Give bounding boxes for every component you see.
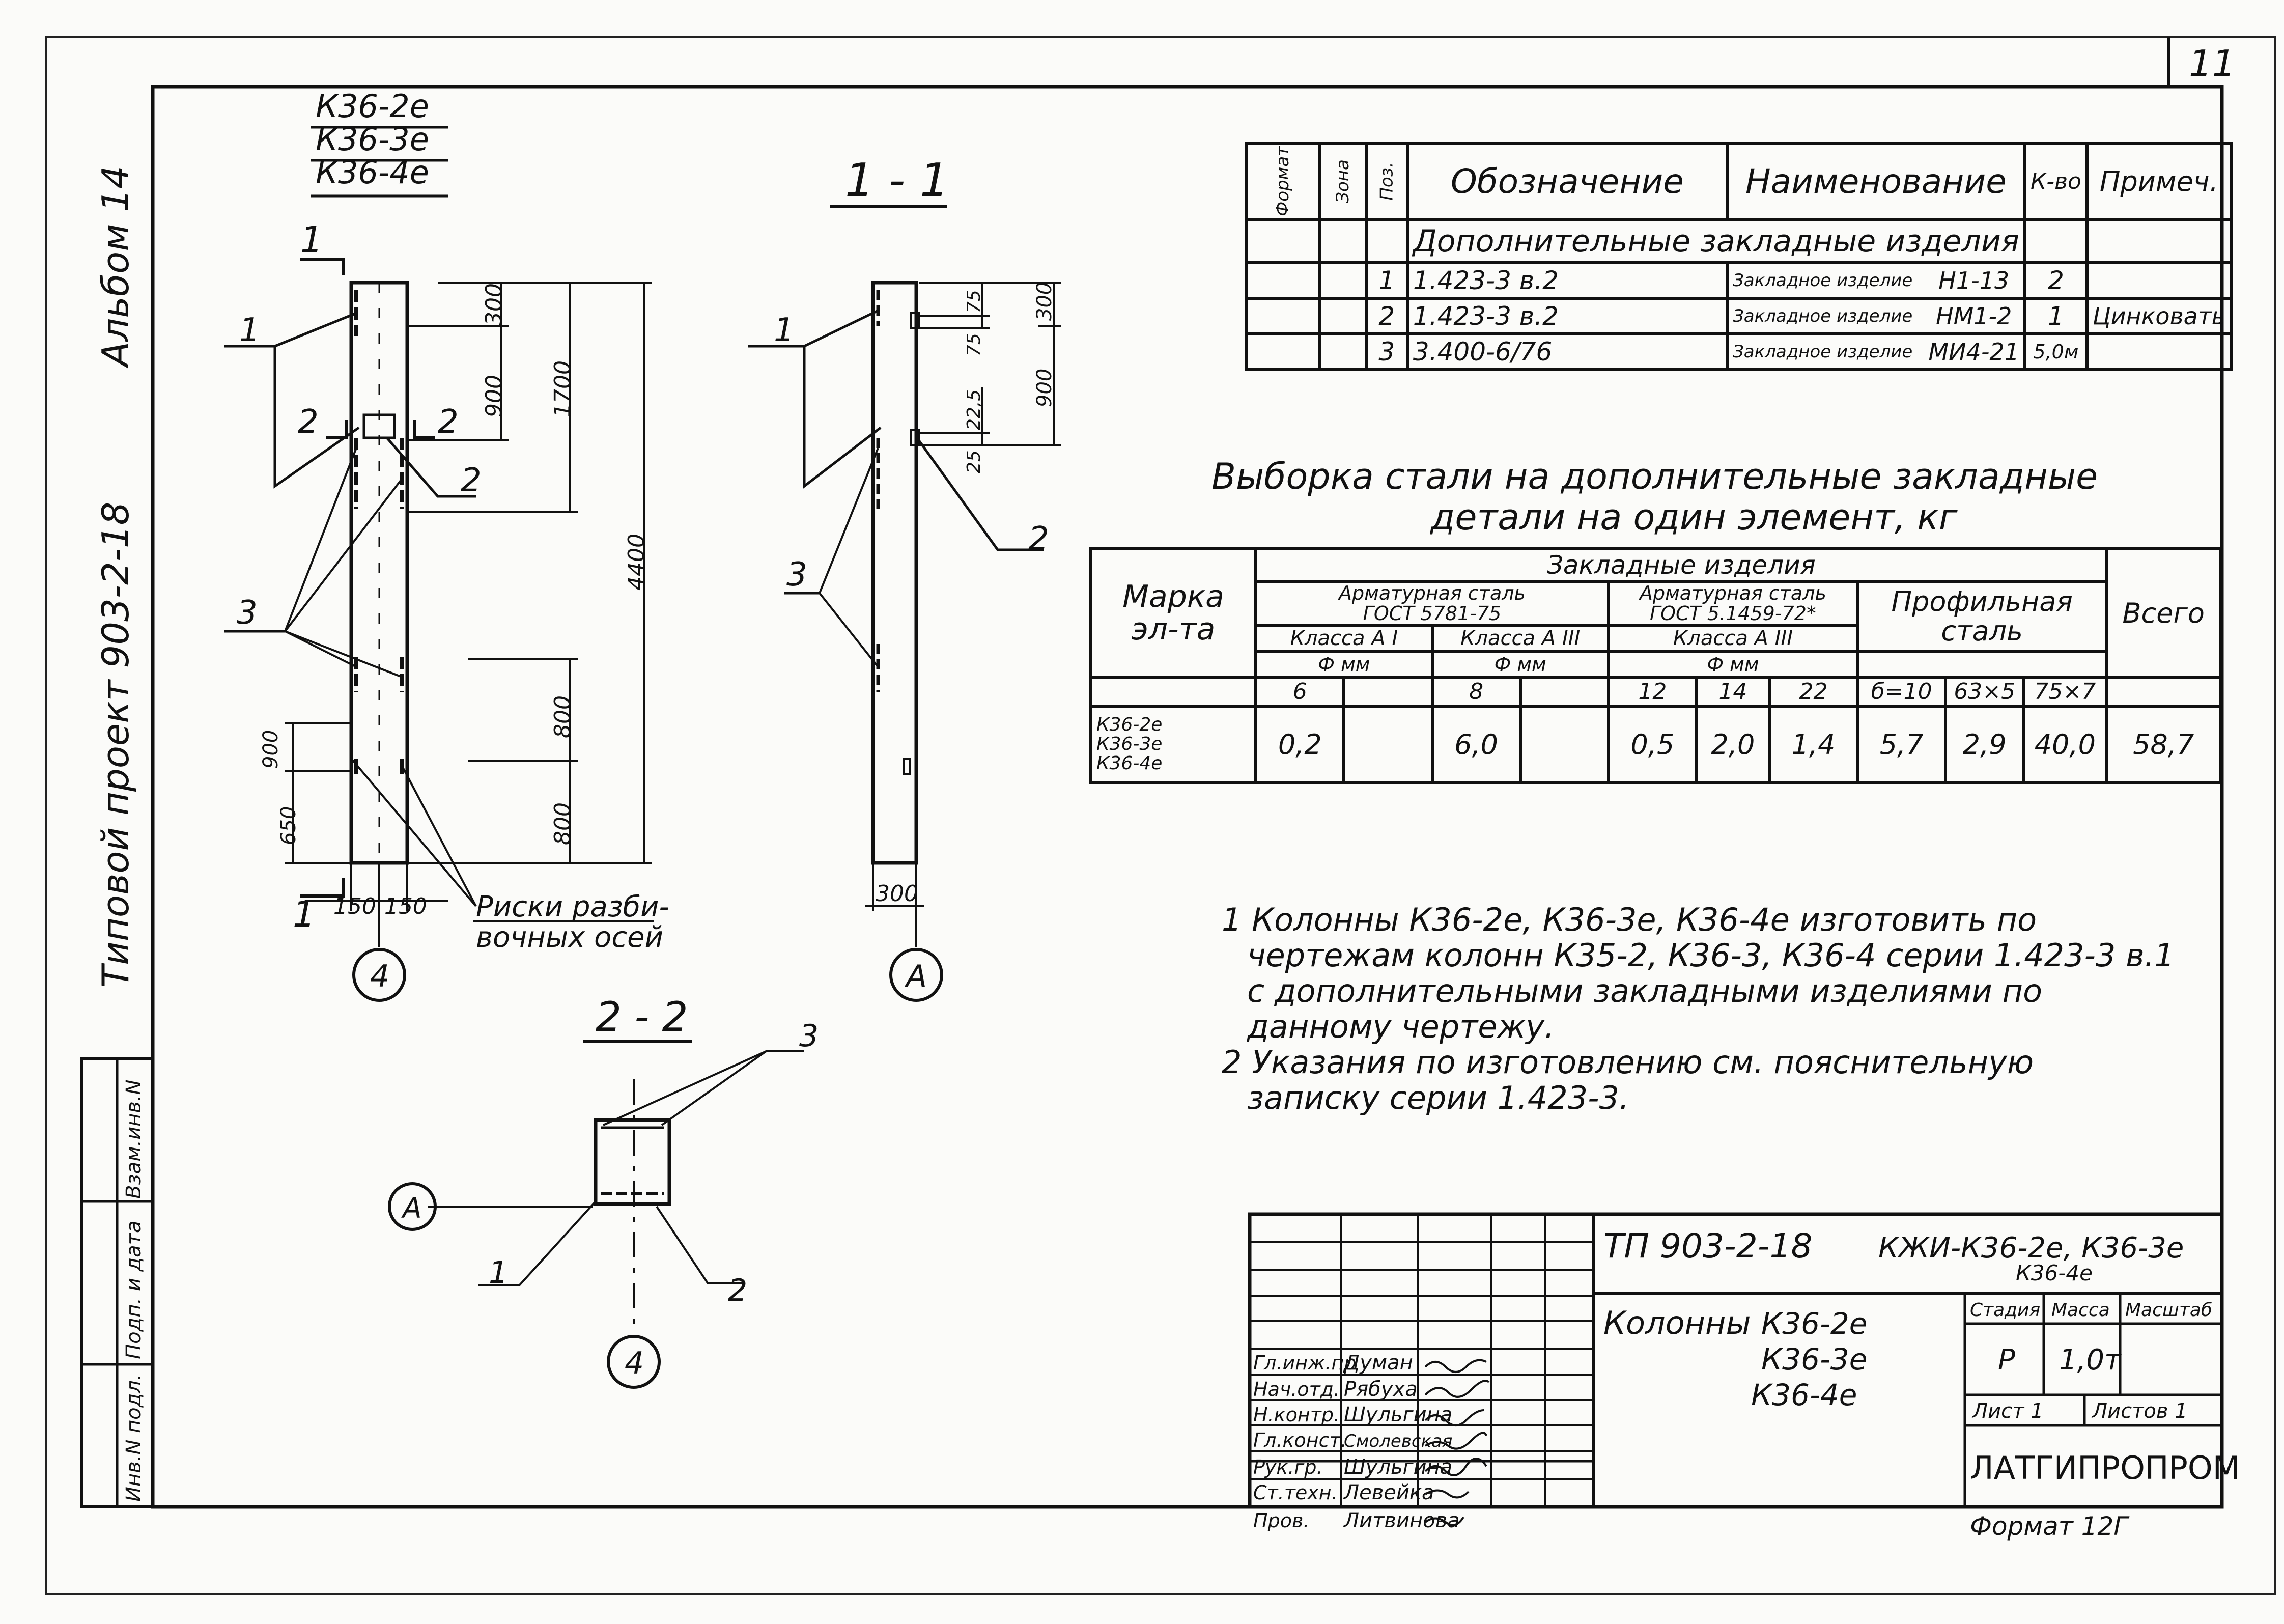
steel-v-7: 5,7 [1857, 706, 1945, 782]
spec-row2-code: НМ1-2 [1924, 298, 2025, 334]
dim-300-side: 300 [1033, 282, 1056, 321]
tb-name-label: Колонны [1603, 1304, 1751, 1341]
steel-h-class-ai: Класса А I [1256, 625, 1432, 652]
sig-name-6: Литвинова [1344, 1509, 1460, 1532]
steel-v-8: 2,9 [1945, 706, 2023, 782]
axis-label-4-front: 4 [370, 959, 390, 994]
spec-row3-name: Закладное изделие [1727, 334, 1925, 370]
sig-name-4: Шульгина [1344, 1455, 1453, 1479]
steel-h-rebar1: Арматурная сталь ГОСТ 5781-75 [1256, 581, 1609, 625]
tb-scale-label: Масштаб [2125, 1300, 2213, 1321]
steel-v-0: 0,2 [1256, 706, 1344, 782]
tb-name-mark-3: К36-4е [1751, 1378, 1857, 1412]
spec-row3-pos: 3 [1366, 334, 1407, 370]
cut-label-2-left: 2 [298, 403, 319, 441]
spec-row1-designation: 1.423-3 в.2 [1407, 263, 1727, 298]
spec-row3-designation: 3.400-6/76 [1407, 334, 1727, 370]
spec-h-qty: К-во [2025, 143, 2087, 219]
spec-row1-code: Н1-13 [1924, 263, 2025, 298]
steel-h-phi-1: Ф мм [1256, 652, 1432, 677]
sig-role-4: Рук.гр. [1253, 1456, 1323, 1478]
spec-row1-qty: 2 [2025, 263, 2087, 298]
sig-role-5: Ст.техн. [1253, 1481, 1338, 1504]
section-title-2-2: 2 - 2 [596, 993, 688, 1041]
side-leader-3: 3 [786, 556, 807, 594]
axis-label-4-section: 4 [625, 1346, 644, 1381]
spec-row2-note: Цинковать [2087, 298, 2231, 334]
steel-h-rebar2: Арматурная сталь ГОСТ 5.1459-72* [1609, 581, 1857, 625]
spec-h-zone: Зона [1319, 143, 1366, 219]
dim-1700-front: 1700 [550, 360, 576, 417]
front-view [224, 260, 652, 1000]
mark-3: К36-4е [316, 154, 429, 191]
tb-name-mark-1: К36-2е [1761, 1306, 1868, 1341]
spec-row2-name: Закладное изделие [1727, 298, 1925, 334]
spec-row2-designation: 1.423-3 в.2 [1407, 298, 1727, 334]
spec-row2-pos: 2 [1366, 298, 1407, 334]
spec-h-format: Формат [1246, 143, 1319, 219]
note-line-4: данному чертежу. [1247, 1008, 1555, 1045]
steel-table [1089, 547, 2222, 784]
sheet-number: 11 [2189, 42, 2236, 85]
dim-25-side: 25 [964, 450, 984, 473]
spec-h-pos: Поз. [1366, 143, 1407, 219]
steel-d-6: 6 [1256, 677, 1344, 706]
side-stamp-1: Взам.инв.N [122, 1079, 146, 1199]
steel-h-class-aiii-2: Класса А III [1609, 625, 1857, 652]
section-2-2 [389, 1051, 804, 1387]
risk-label-line1: Риски разби- [476, 890, 669, 923]
steel-title-line1: Выборка стали на дополнительные закладные [1211, 456, 2098, 497]
spec-row1-name: Закладное изделие [1727, 263, 1925, 298]
tb-doc-code-line2: К36-4е [2016, 1261, 2093, 1285]
sig-name-3: Смолевская [1344, 1431, 1453, 1451]
dim-800-upper: 800 [550, 695, 576, 738]
tb-org: ЛАТГИПРОПРОМ [1970, 1449, 2240, 1487]
sec-leader-1: 1 [489, 1255, 509, 1291]
cut-label-1-top: 1 [300, 219, 323, 261]
dim-75a-side: 75 [964, 290, 984, 313]
steel-p-2: 63×5 [1945, 677, 2023, 706]
steel-h-profile: Профильная сталь [1857, 581, 2106, 652]
cut-label-1-bottom: 1 [293, 893, 316, 935]
tb-project-code: ТП 903-2-18 [1603, 1226, 1813, 1266]
steel-h-mark: Марка эл-та [1091, 549, 1256, 677]
mark-1: К36-2е [316, 88, 429, 125]
side-leader-1: 1 [774, 312, 795, 349]
leader-label-3: 3 [237, 594, 258, 632]
note-line-5: 2 Указания по изготовлению см. пояснительную [1222, 1044, 2034, 1081]
dim-900-left: 900 [259, 730, 283, 769]
sig-name-1: Рябуха [1344, 1378, 1418, 1401]
steel-title-line2: детали на один элемент, кг [1430, 496, 1958, 538]
sig-role-2: Н.контр. [1253, 1404, 1340, 1426]
dim-800-lower: 800 [550, 802, 576, 845]
steel-v-10: 58,7 [2106, 706, 2220, 782]
steel-d-22: 22 [1769, 677, 1857, 706]
sig-name-5: Левейка [1344, 1481, 1434, 1504]
spec-h-name: Наименование [1727, 143, 2025, 219]
sig-role-1: Нач.отд. [1253, 1378, 1340, 1401]
tb-mass-label: Масса [2051, 1300, 2110, 1321]
steel-p-3: 75×7 [2023, 677, 2106, 706]
steel-h-phi-2: Ф мм [1432, 652, 1609, 677]
spec-h-designation: Обозначение [1407, 143, 1727, 219]
sig-name-2: Шульгина [1344, 1403, 1453, 1426]
leader-label-1: 1 [239, 312, 260, 349]
side-leader-2: 2 [1028, 520, 1049, 558]
steel-marks: К36-2е К36-3е К36-4е [1091, 706, 1256, 782]
sec-leader-2: 2 [728, 1273, 748, 1308]
tb-stage-value: Р [1998, 1343, 2015, 1377]
spec-row3-note [2087, 334, 2231, 370]
steel-v-9: 40,0 [2023, 706, 2106, 782]
sig-role-3: Гл.конст. [1253, 1429, 1347, 1451]
dim-300-side-bottom: 300 [876, 881, 918, 907]
steel-d-12: 12 [1609, 677, 1697, 706]
steel-h-embedded: Закладные изделия [1256, 549, 2106, 581]
dim-300-front: 300 [481, 283, 507, 326]
spec-h-note: Примеч. [2087, 143, 2231, 219]
spec-section: Дополнительные закладные изделия [1407, 219, 2025, 263]
tb-doc-code-line1: КЖИ-К36-2е, К36-3е [1878, 1231, 2184, 1265]
tb-name-mark-2: К36-3е [1761, 1342, 1868, 1377]
steel-v-1 [1344, 706, 1432, 782]
dim-4400-front: 4400 [624, 534, 650, 591]
sig-role-6: Пров. [1253, 1509, 1310, 1532]
tb-sheet-label: Лист 1 [1972, 1399, 2044, 1423]
tb-sheets-label: Листов 1 [2092, 1399, 2188, 1423]
sig-role-0: Гл.инж.пр [1253, 1352, 1357, 1374]
steel-v-2: 6,0 [1432, 706, 1520, 782]
risk-label-line2: вочных осей [476, 921, 664, 954]
spec-row3-qty: 5,0м [2025, 334, 2087, 370]
steel-v-5: 2,0 [1697, 706, 1769, 782]
project-label: Типовой проект 903-2-18 [94, 501, 137, 988]
tb-stage-label: Стадия [1970, 1300, 2041, 1321]
note-line-3: с дополнительными закладными изделиями по [1247, 972, 2043, 1010]
dim-150-left: 150 [333, 893, 376, 919]
steel-v-6: 1,4 [1769, 706, 1857, 782]
steel-v-4: 0,5 [1609, 706, 1697, 782]
album-label: Альбом 14 [94, 165, 137, 367]
dim-650-left: 650 [277, 806, 300, 845]
dim-150-right: 150 [384, 893, 427, 919]
spec-row2-qty: 1 [2025, 298, 2087, 334]
tb-mass-value: 1,0т [2059, 1343, 2121, 1377]
steel-h-phi-3: Ф мм [1609, 652, 1857, 677]
note-line-2: чертежам колонн К35-2, К36-3, К36-4 серии 1.423-3 в.1 [1247, 937, 2175, 974]
dim-75b-side: 75 [964, 333, 984, 356]
steel-d-14: 14 [1697, 677, 1769, 706]
dim-900-front: 900 [481, 375, 507, 417]
spec-row1-pos: 1 [1366, 263, 1407, 298]
tb-format: Формат 12Г [1970, 1511, 2128, 1541]
spec-table [1245, 142, 2233, 371]
leader-label-2: 2 [461, 462, 482, 499]
dim-900-side: 900 [1033, 368, 1056, 407]
sig-name-0: Думан [1344, 1351, 1413, 1375]
steel-p-1: б=10 [1857, 677, 1945, 706]
steel-h-total: Всего [2106, 549, 2220, 677]
axis-label-a-section: А [403, 1192, 422, 1224]
side-stamp-3: Инв.N подл. [122, 1374, 146, 1502]
axis-label-a-side: А [906, 959, 927, 994]
steel-h-class-aiii: Класса А III [1432, 625, 1609, 652]
cut-label-2-right: 2 [438, 403, 459, 441]
spec-row1-note [2087, 263, 2231, 298]
steel-h-profile-gap [1857, 652, 2106, 677]
note-line-1: 1 Колонны К36-2е, К36-3е, К36-4е изготовить по [1222, 901, 2037, 938]
section-title-1-1: 1 - 1 [845, 154, 949, 207]
dim-225-side: 22,5 [964, 389, 984, 430]
side-stamp-2: Подп. и дата [122, 1220, 146, 1359]
mark-2: К36-3е [316, 121, 429, 158]
steel-v-3 [1520, 706, 1609, 782]
sec-leader-3: 3 [799, 1018, 819, 1054]
steel-d-8: 8 [1432, 677, 1520, 706]
note-line-6: записку серии 1.423-3. [1247, 1079, 1629, 1116]
spec-row3-code: МИ4-21 [1924, 334, 2025, 370]
